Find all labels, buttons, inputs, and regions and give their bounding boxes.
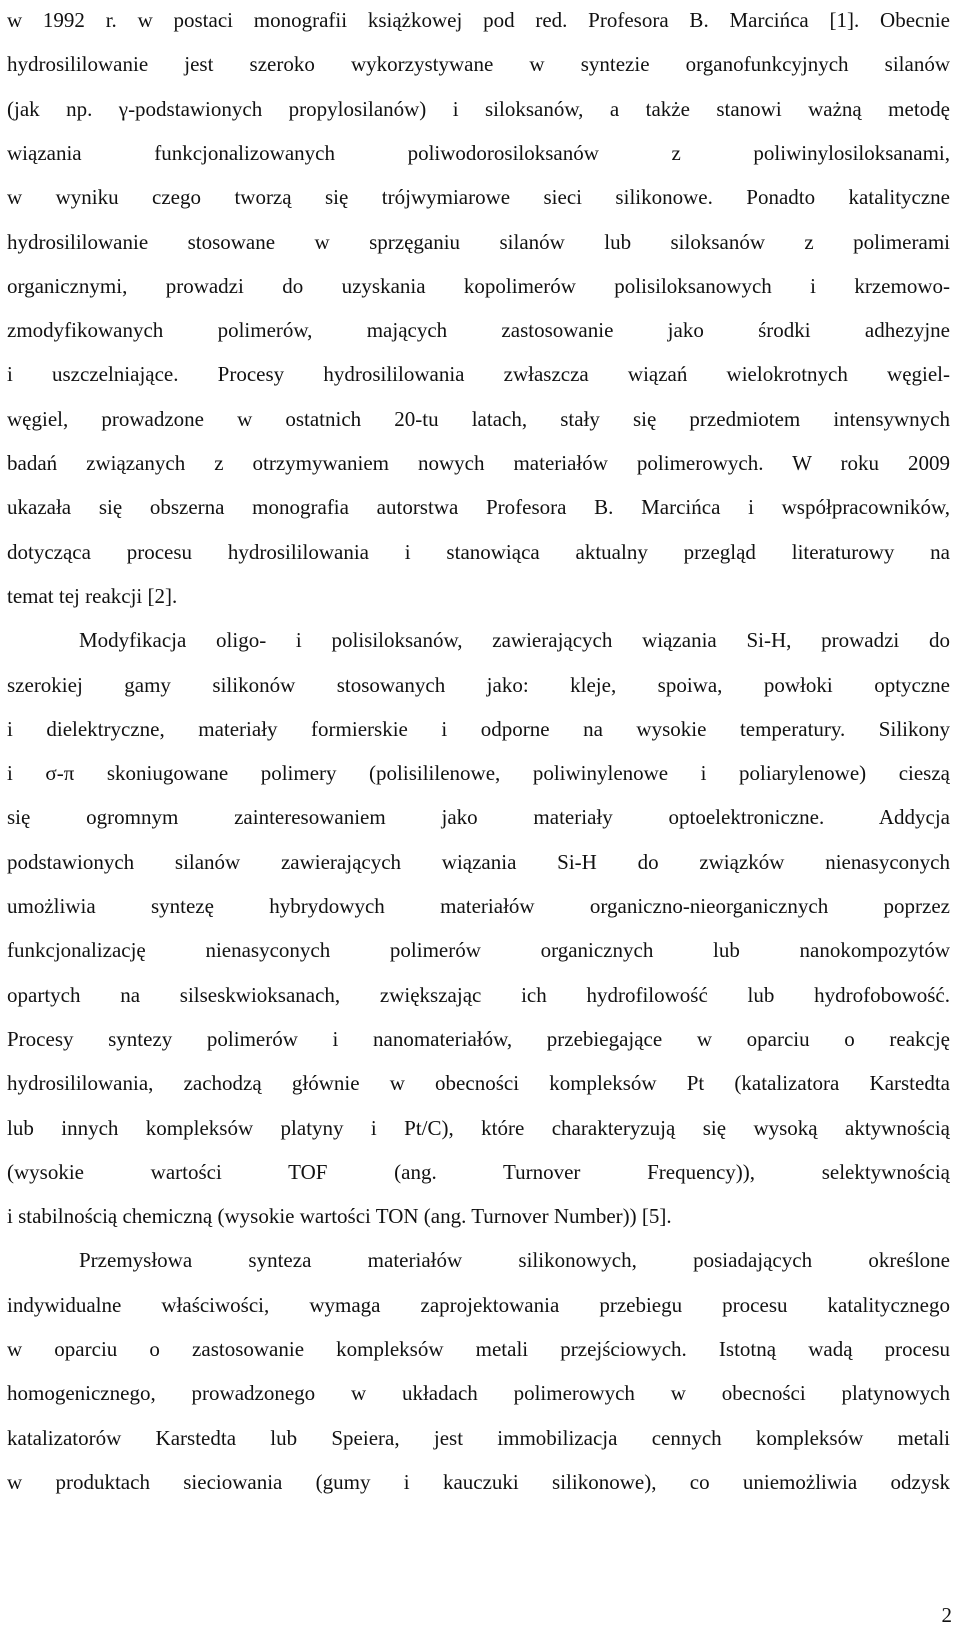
text-line: w oparciu o zastosowanie kompleksów metali przejściowych. Istotną wadą procesu: [7, 1337, 950, 1361]
page-number: 2: [941, 1603, 952, 1627]
text-line: podstawionych silanów zawierających wiązania Si-H do związków nienasyconych: [7, 849, 950, 874]
text-line: w produktach sieciowania (gumy i kauczuki silikonowe), co uniemożliwia odzysk: [7, 1469, 950, 1494]
text-line: węgiel, prowadzone w ostatnich 20-tu latach, stały się przedmiotem intensywnych: [7, 406, 950, 431]
text-line: zmodyfikowanych polimerów, mających zastosowanie jako środki adhezyjne: [7, 318, 950, 343]
text-line: Modyfikacja oligo- i polisiloksanów, zawierających wiązania Si-H, prowadzi do: [79, 628, 950, 653]
text-line: i dielektryczne, materiały formierskie i odporne na wysokie temperatury. Silikony: [7, 716, 950, 741]
text-line: organicznymi, prowadzi do uzyskania kopolimerów polisiloksanowych i krzemowo-: [7, 273, 950, 298]
text-line: hydrosililowanie stosowane w sprzęganiu silanów lub siloksanów z polimerami: [7, 229, 950, 254]
text-line: się ogromnym zainteresowaniem jako materiały optoelektroniczne. Addycja: [7, 805, 950, 830]
text-line: dotycząca procesu hydrosililowania i stanowiąca aktualny przegląd literaturowy na: [7, 539, 950, 564]
text-line: indywidualne właściwości, wymaga zaprojektowania przebiegu procesu katalitycznego: [7, 1292, 950, 1317]
text-line: umożliwia syntezę hybrydowych materiałów organiczno-nieorganicznych poprzez: [7, 894, 950, 918]
text-line: w 1992 r. w postaci monografii książkowej pod red. Profesora B. Marcińca [1]. Obecnie: [7, 8, 950, 32]
text-line: opartych na silseskwioksanach, zwiększając ich hydrofilowość lub hydrofobowość.: [7, 982, 950, 1007]
text-line: homogenicznego, prowadzonego w układach polimerowych w obecności platynowych: [7, 1381, 950, 1406]
text-line: lub innych kompleksów platyny i Pt/C), które charakteryzują się wysoką aktywnością: [7, 1115, 950, 1140]
text-line: wiązania funkcjonalizowanych poliwodorosiloksanów z poliwinylosiloksanami,: [7, 140, 950, 165]
text-line: (wysokie wartości TOF (ang. Turnover Frequency)), selektywnością: [7, 1159, 950, 1184]
text-line: w wyniku czego tworzą się trójwymiarowe sieci silikonowe. Ponadto katalityczne: [7, 185, 950, 210]
text-line: Procesy syntezy polimerów i nanomateriałów, przebiegające w oparciu o reakcję: [7, 1026, 950, 1051]
text-line: badań związanych z otrzymywaniem nowych materiałów polimerowych. W roku 2009: [7, 451, 950, 475]
text-line: temat tej reakcji [2].: [7, 583, 178, 608]
text-line: i stabilnością chemiczną (wysokie wartości TON (ang. Turnover Number)) [5].: [7, 1204, 672, 1229]
text-line: (jak np. γ-podstawionych propylosilanów) i siloksanów, a także stanowi ważną metodę: [7, 96, 950, 121]
text-line: funkcjonalizację nienasyconych polimerów organicznych lub nanokompozytów: [7, 938, 950, 963]
text-line: hydrosililowania, zachodzą głównie w obecności kompleksów Pt (katalizatora Karstedta: [7, 1071, 950, 1096]
text-line: i uszczelniające. Procesy hydrosililowania zwłaszcza wiązań wielokrotnych węgiel-: [7, 362, 950, 387]
text-line: katalizatorów Karstedta lub Speiera, jest immobilizacja cennych kompleksów metali: [7, 1425, 950, 1450]
text-line: hydrosililowanie jest szeroko wykorzystywane w syntezie organofunkcyjnych silanów: [7, 52, 950, 77]
text-line: szerokiej gamy silikonów stosowanych jako: kleje, spoiwa, powłoki optyczne: [7, 672, 950, 697]
text-line: Przemysłowa synteza materiałów silikonowych, posiadających określone: [79, 1248, 950, 1273]
text-line: i σ-π skoniugowane polimery (polisililenowe, poliwinylenowe i poliarylenowe) cieszą: [7, 761, 950, 786]
text-line: ukazała się obszerna monografia autorstwa Profesora B. Marcińca i współpracowników,: [7, 495, 950, 520]
